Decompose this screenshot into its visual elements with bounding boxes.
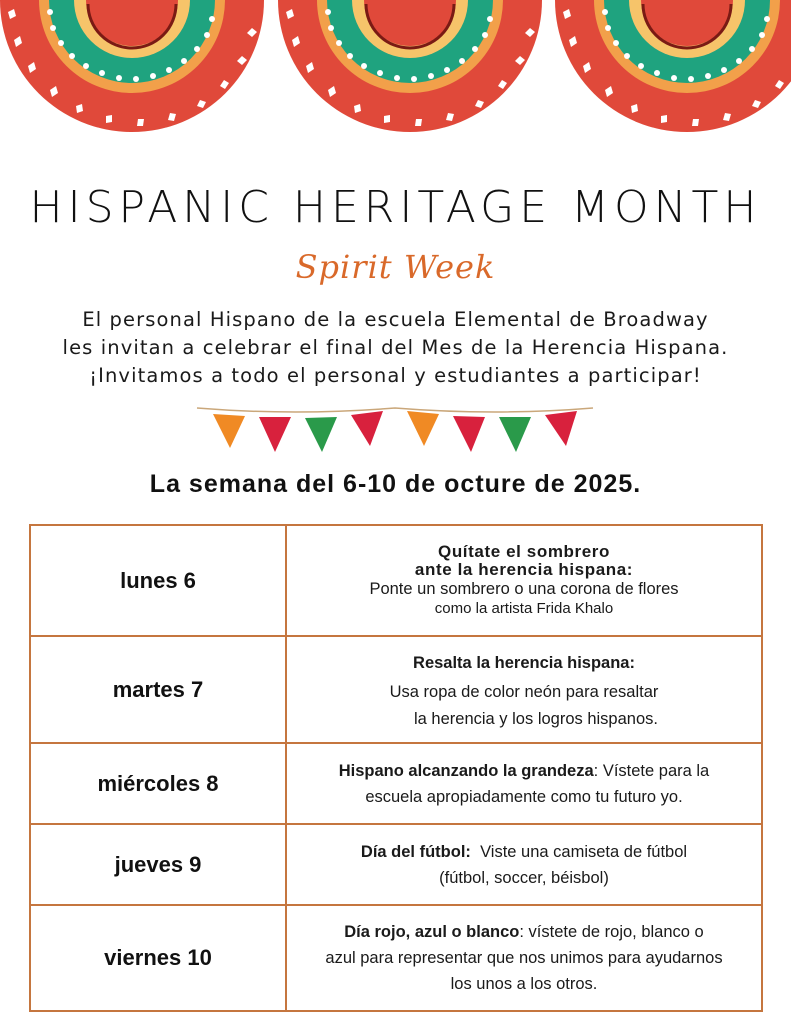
activity-heading: Día rojo, azul o blanco — [344, 923, 520, 941]
activity-text: los unos a los otros. — [450, 975, 598, 993]
activity-heading: Resalta la herencia hispana: — [413, 653, 635, 672]
activity-heading: ante la herencia hispana: — [414, 559, 634, 579]
table-row — [30, 905, 762, 1011]
activity-heading: Quítate el sombrero — [438, 541, 610, 561]
activity-text: Usa ropa de color neón para resaltar — [389, 682, 659, 701]
activity-cell — [286, 824, 762, 905]
activity-line — [287, 758, 761, 784]
table-row — [30, 824, 762, 905]
intro-line: les invitan a celebrar el final del Mes de la Herencia Hispana. — [62, 336, 729, 359]
activity-text: azul para representar que nos unimos para ayudarnos — [325, 949, 723, 967]
intro-line: El personal Hispano de la escuela Elemental de Broadway — [82, 308, 709, 331]
activity-cell — [286, 636, 762, 743]
pennant-banner — [195, 402, 595, 462]
decorative-fans — [0, 0, 791, 140]
intro-paragraph — [0, 306, 791, 390]
table-row — [30, 636, 762, 743]
activity-cell — [286, 743, 762, 824]
activity-text: : vístete de rojo, blanco o — [519, 923, 704, 941]
activity-cell — [286, 905, 762, 1011]
activity-line — [287, 919, 761, 945]
activity-text: Ponte un sombrero o una corona de flores — [369, 579, 679, 598]
intro-line: ¡Invitamos a todo el personal y estudiantes a participar! — [89, 364, 702, 387]
activity-heading: Hispano alcanzando la grandeza — [338, 761, 594, 780]
activity-line — [287, 839, 761, 865]
activity-text: Viste una camiseta de fútbol — [470, 842, 688, 861]
activity-cell — [286, 525, 762, 636]
day-cell: martes 7 — [30, 636, 286, 743]
day-cell: miércoles 8 — [30, 743, 286, 824]
activity-text: : Vístete para la — [593, 761, 710, 780]
schedule-table — [29, 524, 763, 1012]
day-cell: viernes 10 — [30, 905, 286, 1011]
day-cell: jueves 9 — [30, 824, 286, 905]
activity-text: (fútbol, soccer, béisbol) — [439, 868, 609, 887]
activity-text: como la artista Frida Khalo — [434, 599, 614, 617]
activity-text: la herencia y los logros hispanos. — [414, 709, 658, 728]
page-title: HISPANIC HERITAGE MONTH — [29, 182, 762, 233]
table-row — [30, 743, 762, 824]
day-cell: lunes 6 — [30, 525, 286, 636]
table-row — [30, 525, 762, 636]
activity-text: escuela apropiadamente como tu futuro yo. — [365, 787, 683, 806]
activity-heading: Día del fútbol: — [360, 842, 471, 861]
week-heading: La semana del 6-10 de octure de 2025. — [149, 470, 642, 498]
page-subtitle: Spirit Week — [295, 248, 496, 286]
